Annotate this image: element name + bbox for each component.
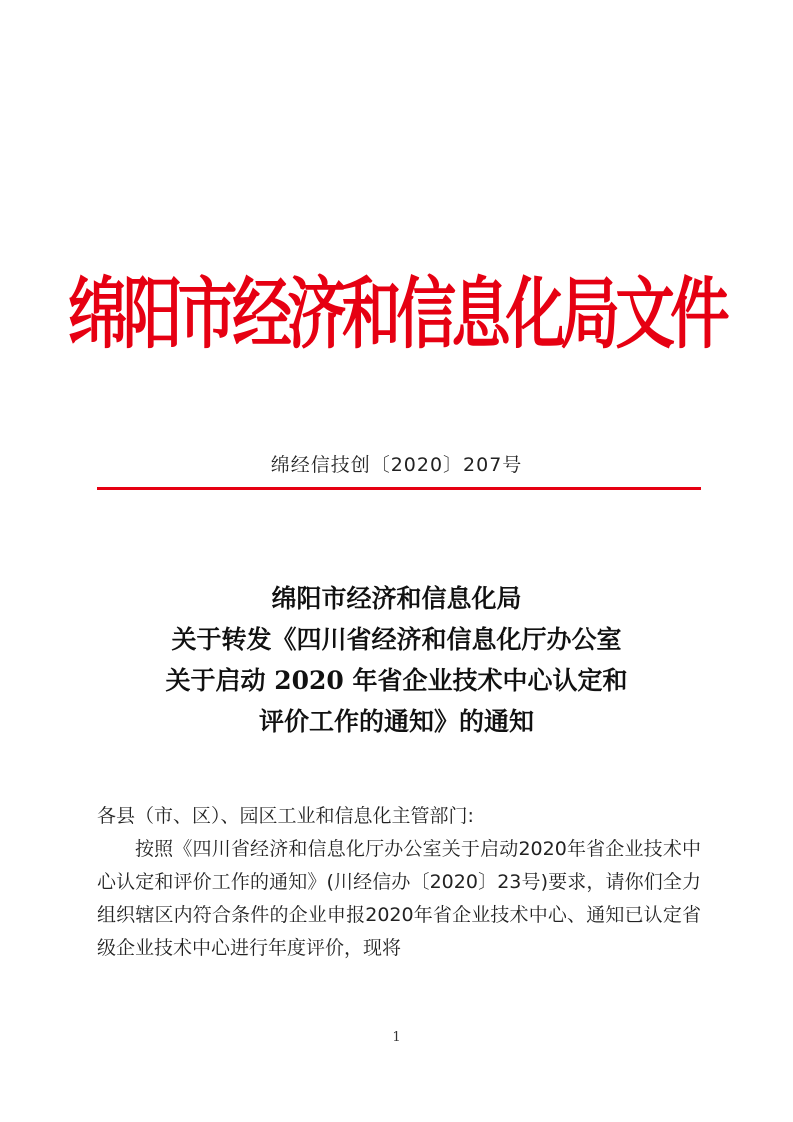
body-paragraph: 按照《四川省经济和信息化厅办公室关于启动2020年省企业技术中心认定和评价工作的通知》(川经信办〔2020〕23号)要求，请你们全力组织辖区内符合条件的企业申报2020年省企业技术中心、通知已认定省级企业技术中心进行年度评价，现将 [97, 838, 701, 959]
masthead-title: 绵阳市经济和信息化局文件 [68, 268, 725, 360]
document-body [97, 800, 701, 965]
red-divider-line [97, 487, 701, 490]
salutation: 各县（市、区）、园区工业和信息化主管部门: [97, 805, 474, 827]
document-number: 绵经信技创〔2020〕207号 [270, 454, 523, 476]
title-line: 绵阳市经济和信息化局 [271, 584, 522, 613]
document-title [0, 578, 793, 742]
page-number: 1 [392, 1030, 401, 1045]
title-line: 关于转发《四川省经济和信息化厅办公室 [171, 625, 622, 654]
title-line: 关于启动 2020 年省企业技术中心认定和 [165, 666, 628, 695]
title-line: 评价工作的通知》的通知 [258, 707, 534, 736]
